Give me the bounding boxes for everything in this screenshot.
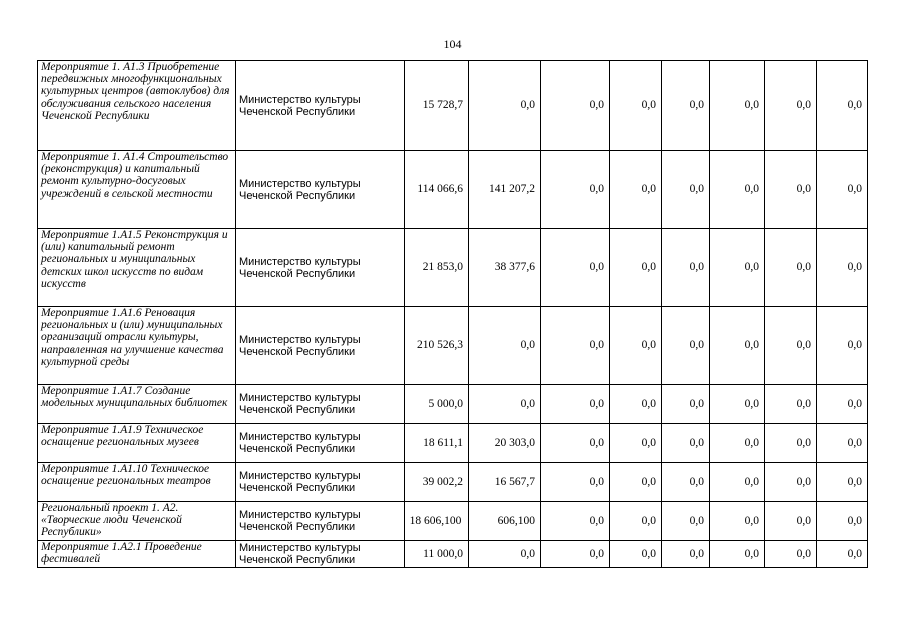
executor-cell: Министерство культуры Чеченской Республики <box>236 61 405 151</box>
value-cell: 0,0 <box>541 307 610 385</box>
value-cell: 0,0 <box>541 502 610 541</box>
value-cell: 0,0 <box>817 61 868 151</box>
value-cell: 0,0 <box>765 424 817 463</box>
value-cell: 0,0 <box>765 541 817 568</box>
value-cell: 0,0 <box>541 463 610 502</box>
measure-cell: Мероприятие 1.А1.7 Создание модельных муниципальных библиотек <box>38 385 236 424</box>
measure-cell: Мероприятие 1.А1.9 Техническое оснащение региональных музеев <box>38 424 236 463</box>
value-cell: 11 000,0 <box>405 541 469 568</box>
value-cell: 0,0 <box>765 61 817 151</box>
value-cell: 0,0 <box>817 385 868 424</box>
value-cell: 0,0 <box>817 307 868 385</box>
value-cell: 0,0 <box>469 541 541 568</box>
value-cell: 0,0 <box>765 229 817 307</box>
value-cell: 0,0 <box>662 541 710 568</box>
value-cell: 0,0 <box>710 424 765 463</box>
value-cell: 0,0 <box>662 385 710 424</box>
value-cell: 0,0 <box>610 385 662 424</box>
measure-cell: Мероприятие 1.А1.6 Реновация региональных и (или) муниципальных организаций отрасли культуры, направленная на улучшение качества культурной среды <box>38 307 236 385</box>
value-cell: 0,0 <box>610 61 662 151</box>
measure-cell: Мероприятие 1. А1.3 Приобретение передвижных многофункциональных культурных центров (автоклубов) для обслуживания сельского населения Чеченской Республики <box>38 61 236 151</box>
value-cell: 0,0 <box>710 307 765 385</box>
value-cell: 0,0 <box>541 151 610 229</box>
value-cell: 0,0 <box>610 424 662 463</box>
value-cell: 0,0 <box>817 502 868 541</box>
executor-cell: Министерство культуры Чеченской Республики <box>236 502 405 541</box>
value-cell: 606,100 <box>469 502 541 541</box>
table-row <box>38 424 868 463</box>
value-cell: 0,0 <box>817 229 868 307</box>
value-cell: 0,0 <box>469 61 541 151</box>
value-cell: 0,0 <box>710 502 765 541</box>
budget-table <box>37 60 868 568</box>
value-cell: 39 002,2 <box>405 463 469 502</box>
value-cell: 0,0 <box>469 385 541 424</box>
value-cell: 0,0 <box>662 229 710 307</box>
value-cell: 0,0 <box>710 229 765 307</box>
executor-cell: Министерство культуры Чеченской Республики <box>236 541 405 568</box>
value-cell: 0,0 <box>662 61 710 151</box>
value-cell: 18 606,100 <box>405 502 469 541</box>
value-cell: 0,0 <box>765 307 817 385</box>
measure-cell: Мероприятие 1.А2.1 Проведение фестивалей <box>38 541 236 568</box>
executor-cell: Министерство культуры Чеченской Республики <box>236 307 405 385</box>
page-number: 104 <box>443 37 462 51</box>
value-cell: 210 526,3 <box>405 307 469 385</box>
value-cell: 0,0 <box>817 541 868 568</box>
executor-cell: Министерство культуры Чеченской Республики <box>236 229 405 307</box>
value-cell: 0,0 <box>817 463 868 502</box>
value-cell: 0,0 <box>662 463 710 502</box>
value-cell: 15 728,7 <box>405 61 469 151</box>
value-cell: 21 853,0 <box>405 229 469 307</box>
value-cell: 0,0 <box>710 151 765 229</box>
value-cell: 0,0 <box>610 151 662 229</box>
value-cell: 0,0 <box>765 502 817 541</box>
value-cell: 0,0 <box>662 151 710 229</box>
value-cell: 0,0 <box>541 385 610 424</box>
measure-cell: Региональный проект 1. А2. «Творческие люди Чеченской Республики» <box>38 502 236 541</box>
value-cell: 141 207,2 <box>469 151 541 229</box>
value-cell: 0,0 <box>610 502 662 541</box>
value-cell: 0,0 <box>817 424 868 463</box>
measure-cell: Мероприятие 1.А1.10 Техническое оснащение региональных театров <box>38 463 236 502</box>
executor-cell: Министерство культуры Чеченской Республики <box>236 151 405 229</box>
executor-cell: Министерство культуры Чеченской Республики <box>236 424 405 463</box>
value-cell: 114 066,6 <box>405 151 469 229</box>
value-cell: 0,0 <box>710 61 765 151</box>
value-cell: 0,0 <box>710 463 765 502</box>
value-cell: 5 000,0 <box>405 385 469 424</box>
value-cell: 38 377,6 <box>469 229 541 307</box>
table-row <box>38 151 868 229</box>
table-row <box>38 502 868 541</box>
value-cell: 0,0 <box>541 229 610 307</box>
value-cell: 0,0 <box>610 541 662 568</box>
table-row <box>38 307 868 385</box>
value-cell: 0,0 <box>765 151 817 229</box>
value-cell: 0,0 <box>765 385 817 424</box>
value-cell: 0,0 <box>541 61 610 151</box>
value-cell: 0,0 <box>710 385 765 424</box>
value-cell: 0,0 <box>610 307 662 385</box>
value-cell: 0,0 <box>662 307 710 385</box>
value-cell: 0,0 <box>610 229 662 307</box>
value-cell: 0,0 <box>710 541 765 568</box>
table-row <box>38 463 868 502</box>
measure-cell: Мероприятие 1. А1.4 Строительство (реконструкция) и капитальный ремонт культурно-досуговых учреждений в сельской местности <box>38 151 236 229</box>
table-row <box>38 385 868 424</box>
value-cell: 0,0 <box>662 424 710 463</box>
table-row <box>38 229 868 307</box>
value-cell: 0,0 <box>765 463 817 502</box>
executor-cell: Министерство культуры Чеченской Республики <box>236 385 405 424</box>
value-cell: 0,0 <box>610 463 662 502</box>
executor-cell: Министерство культуры Чеченской Республики <box>236 463 405 502</box>
measure-cell: Мероприятие 1.А1.5 Реконструкция и (или) капитальный ремонт региональных и муниципальных детских школ искусств по видам искусств <box>38 229 236 307</box>
value-cell: 0,0 <box>541 424 610 463</box>
table-row <box>38 61 868 151</box>
value-cell: 20 303,0 <box>469 424 541 463</box>
value-cell: 16 567,7 <box>469 463 541 502</box>
value-cell: 0,0 <box>541 541 610 568</box>
value-cell: 0,0 <box>469 307 541 385</box>
value-cell: 18 611,1 <box>405 424 469 463</box>
table-row <box>38 541 868 568</box>
value-cell: 0,0 <box>662 502 710 541</box>
value-cell: 0,0 <box>817 151 868 229</box>
